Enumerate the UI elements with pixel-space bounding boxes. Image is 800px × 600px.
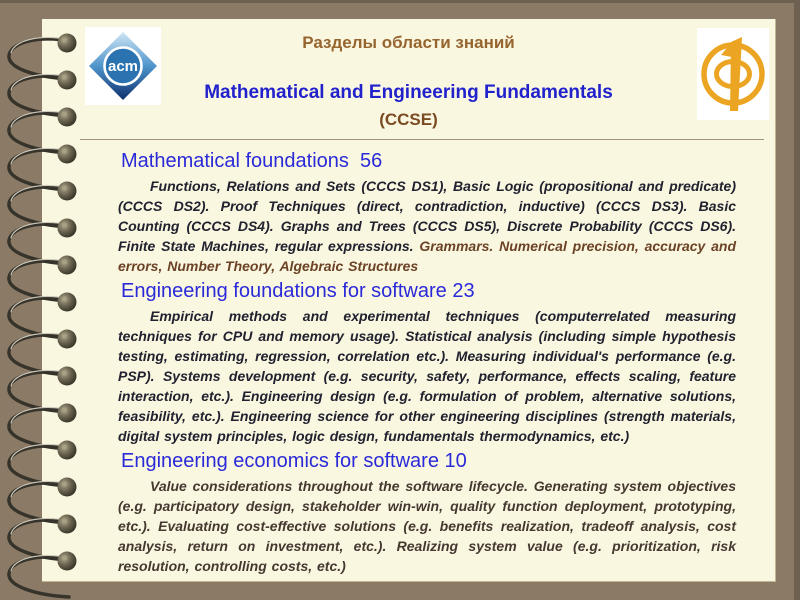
section-body (118, 476, 736, 576)
section-engineering-foundations (118, 279, 736, 446)
slide-title-russian: Разделы области знаний (302, 33, 515, 52)
acm-logo-text: acm (107, 58, 139, 75)
phi-logo (697, 28, 769, 125)
section-body-main: Value considerations throughout the software lifecycle. Generating system objectives (e.g. participatory design, stakeholder win-win, quality function deployment, prototyping, etc.). Evaluating cost-effective solutions (e.g. benefits realization, tradeoff analysis, cost analysis, return on investment, etc.). Realizing system value (e.g. prioritization, risk resolution, controlling costs, etc.) (118, 478, 736, 574)
section-body-main: Empirical methods and experimental techniques (computerrelated measuring techniques for CPU and memory usage). Statistical analysis (including simple hypothesis testing, estimating, regression, correlation etc.). Measuring individual's performance (e.g. PSP). Systems development (e.g. security, safety, performance, effects scaling, feature interaction, etc.). Engineering design (e.g. formulation of problem, alternative solutions, feasibility, etc.). Engineering science for other engineering disciplines (strength materials, digital system principles, logic design, fundamentals thermodynamics, etc.) (118, 308, 736, 444)
section-heading: Engineering foundations for software 23 (121, 280, 475, 302)
section-heading: Engineering economics for software 10 (121, 450, 467, 472)
section-engineering-economics (118, 449, 736, 576)
slide-title-english: Mathematical and Engineering Fundamentals (204, 82, 613, 103)
header-separator-line (80, 139, 764, 140)
slide-content (118, 146, 736, 576)
slide-subtitle: (CCSE) (379, 110, 438, 129)
section-mathematical-foundations (118, 149, 736, 276)
frame-right-edge (794, 0, 800, 600)
spiral-binding-icon (0, 0, 110, 600)
paper-sheet (42, 19, 776, 582)
phi-circle-icon (697, 28, 769, 120)
slide-header (162, 33, 655, 130)
section-heading: Mathematical foundations 56 (121, 150, 383, 172)
section-body (118, 176, 736, 276)
section-body (118, 306, 736, 446)
section-body-main: Functions, Relations and Sets (CCCS DS1), Basic Logic (propositional and predicate) (CCCS DS2). Proof Techniques (direct, contradiction, inductive) (CCCS DS3). Basic Counting (CCCS DS4). Graphs and Trees (CCCS DS5), Discrete Probability (CCCS DS6). Finite State Machines, regular expressions. (118, 178, 736, 254)
frame-top-edge (0, 0, 800, 3)
section-body-accent: Grammars. Numerical precision, accuracy and errors, Number Theory, Algebraic Structures (118, 238, 737, 274)
